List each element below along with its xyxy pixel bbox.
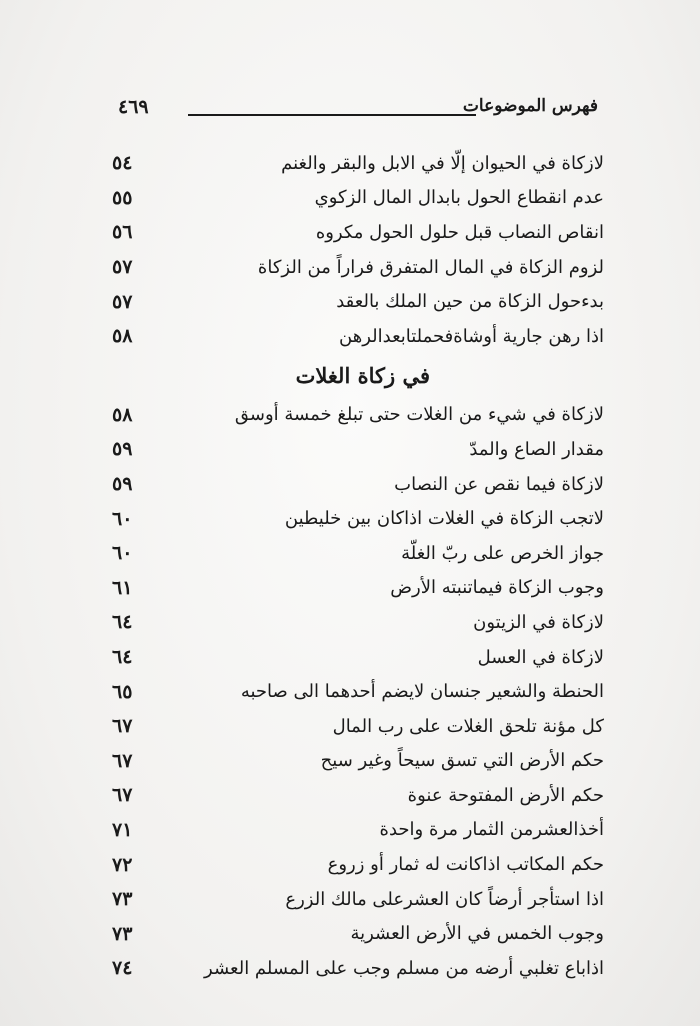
toc-entry-page: ٦٤ xyxy=(112,611,133,634)
toc-entry-title: بدءحول الزكاة من حين الملك بالعقد xyxy=(336,291,604,313)
section-heading-row xyxy=(112,354,604,398)
toc-entry-title: وجوب الزكاة فيماتنبته الأرض xyxy=(390,577,604,599)
toc-entry xyxy=(112,744,604,779)
toc-entry-title: حكم المكاتب اذاكانت له ثمار أو زروع xyxy=(327,854,604,876)
toc-entry xyxy=(112,398,604,433)
toc-entry xyxy=(112,432,604,467)
toc-entry-page: ٥٧ xyxy=(112,256,133,279)
toc-entry xyxy=(112,250,604,285)
toc-entry-page: ٥٤ xyxy=(112,152,133,175)
toc-entry-page: ٥٨ xyxy=(112,325,133,348)
toc-entry-title: لزوم الزكاة في المال المتفرق فراراً من الزكاة xyxy=(257,256,604,278)
toc-entry-title: لاتجب الزكاة في الغلات اذاكان بين خليطين xyxy=(284,508,604,530)
toc-entry xyxy=(112,181,604,216)
toc-entry-title: كل مؤنة تلحق الغلات على رب المال xyxy=(332,715,604,737)
toc-entry xyxy=(112,501,604,536)
toc-entry xyxy=(112,813,604,848)
toc-entry-page: ٥٥ xyxy=(112,186,133,209)
toc-entry-page: ٦٤ xyxy=(112,646,133,669)
toc-entry-title: اذا استأجر أرضاً كان العشرعلى مالك الزرع xyxy=(285,888,604,910)
toc-entry-page: ٧٤ xyxy=(112,957,133,980)
toc-entry xyxy=(112,778,604,813)
toc-entry-title: لازكاة فيما نقص عن النصاب xyxy=(394,473,604,495)
toc-entry xyxy=(112,640,604,675)
toc-entry-page: ٥٦ xyxy=(112,221,133,244)
toc-entry xyxy=(112,467,604,502)
toc-entry-title: الحنطة والشعير جنسان لايضم أحدهما الى صاحبه xyxy=(240,681,604,703)
toc-entry-page: ٦٧ xyxy=(112,749,133,772)
toc-entry xyxy=(112,571,604,606)
section-heading: في زكاة الغلات xyxy=(295,363,430,389)
header-page-number: ٤٦٩ xyxy=(118,96,149,118)
toc-entry-page: ٦٥ xyxy=(112,680,133,703)
toc-entry-title: أخذالعشرمن الثمار مرة واحدة xyxy=(379,819,604,841)
toc-entry xyxy=(112,674,604,709)
toc-entry-title: اذا رهن جارية أوشاةفحملتابعدالرهن xyxy=(339,325,604,347)
toc-entry-page: ٧٢ xyxy=(112,853,133,876)
toc-entry-page: ٦٧ xyxy=(112,715,133,738)
toc-entry-page: ٥٧ xyxy=(112,290,133,313)
toc-entry xyxy=(112,882,604,917)
toc-entry xyxy=(112,536,604,571)
toc-entry-title: وجوب الخمس في الأرض العشرية xyxy=(350,923,604,945)
toc-entry-title: لازكاة في العسل xyxy=(477,646,604,668)
toc-entry xyxy=(112,916,604,951)
toc-entry-page: ٧٣ xyxy=(112,922,133,945)
toc-entry xyxy=(112,605,604,640)
toc-entry-title: مقدار الصاع والمدّ xyxy=(469,438,604,460)
toc-entry xyxy=(112,146,604,181)
toc-entry-title: لازكاة في الحيوان إلّا في الابل والبقر والغنم xyxy=(281,152,604,174)
toc-entry-title: حكم الأرض التي تسق سيحاً وغير سيح xyxy=(320,750,604,772)
toc-entry-title: عدم انقطاع الحول بابدال المال الزكوي xyxy=(314,187,604,209)
toc-entry-page: ٦١ xyxy=(112,576,133,599)
toc-entry-page: ٧١ xyxy=(112,818,133,841)
toc-entry xyxy=(112,319,604,354)
header-title: فهرس الموضوعات xyxy=(462,96,598,116)
toc-entry-title: لازكاة في شيء من الغلات حتى تبلغ خمسة أوسق xyxy=(234,404,604,426)
toc-entry-page: ٧٣ xyxy=(112,888,133,911)
table-of-contents xyxy=(112,146,604,986)
toc-entry-title: لازكاة في الزيتون xyxy=(473,611,604,633)
page-header xyxy=(118,96,598,126)
toc-entry xyxy=(112,215,604,250)
toc-entry xyxy=(112,284,604,319)
toc-entry xyxy=(112,847,604,882)
toc-entry-title: حكم الأرض المفتوحة عنوة xyxy=(407,784,604,806)
toc-entry-page: ٥٨ xyxy=(112,403,133,426)
toc-entry xyxy=(112,951,604,986)
toc-entry-title: انقاص النصاب قبل حلول الحول مكروه xyxy=(315,221,604,243)
header-rule xyxy=(188,114,476,116)
toc-entry-page: ٦٠ xyxy=(112,542,133,565)
toc-entry xyxy=(112,709,604,744)
toc-entry-title: اذاباع تغلبي أرضه من مسلم وجب على المسلم العشر xyxy=(204,957,604,979)
toc-entry-title: جواز الخرص على ربّ الغلّة xyxy=(401,542,604,564)
toc-entry-page: ٦٠ xyxy=(112,507,133,530)
toc-entry-page: ٥٩ xyxy=(112,473,133,496)
toc-entry-page: ٥٩ xyxy=(112,438,133,461)
toc-entry-page: ٦٧ xyxy=(112,784,133,807)
